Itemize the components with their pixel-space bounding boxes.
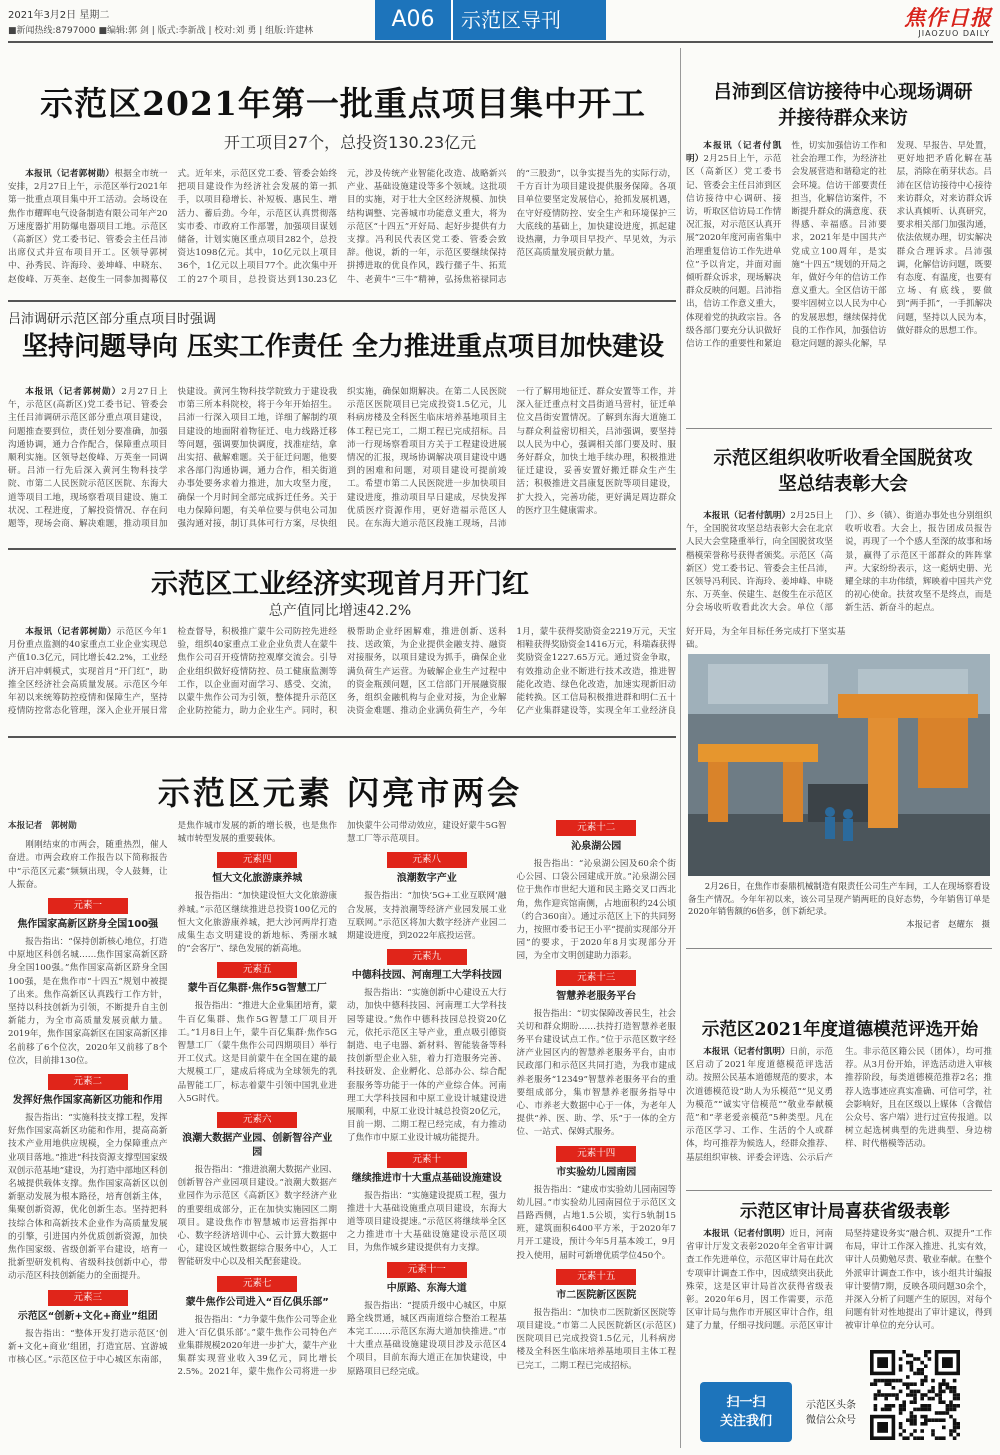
editorial-staff: ■编辑:郭 剑 | 版式:李新战 | 校对:刘 勇 | 组版:许建林 — [98, 26, 314, 36]
element-title: 发挥好焦作国家高新区功能和作用 — [12, 1095, 163, 1107]
element-tag: 元素七 — [217, 1276, 297, 1292]
b2-headline: 示范区组织收听收看全国脱贫攻坚总结表彰大会 — [713, 448, 973, 495]
element-text: 报告指出：“推进浪潮大数据产业园、创新智谷产业园项目建设。”浪潮大数据产业园作为示范区《高新区》数字经济产业的重要组成部分，正在加快实施园区二期项目。建设焦作市智慧城市运营指挥中心、数字经济培训中心、云计算大数据中心，建设区域性数据综合服务中心，人工智能研发中心以及相关配套建设。 — [177, 1165, 337, 1268]
a2-body — [8, 386, 676, 536]
qr-label-2: 微信公众号 — [806, 1415, 856, 1426]
element-title: 焦作国家高新区跻身全国100强 — [17, 919, 159, 931]
element-title: 浪潮大数据产业园、创新智谷产业园 — [182, 1133, 333, 1159]
b4-text: 近日，河南省审计厅发文表彰2020年全省审计调查工作先进单位，示范区审计局在此次专项审计调查工作中，因成绩突出获此殊荣，这是区审计局首次获得省级表彰。2020年6月，因工作需要，示范区审计局与焦作市开展区审计合作，组建了力量，仔细寻找问题。示范区审计局坚持建设务实“融合机、双提升”工作布局，审计工作深入推进、扎实有效，审计人员勤勉尽责、敬业奉献。在整个外派审计调查工作中，该小组共计编报审计要情7期，反映各项问题30余个，并深入分析了问题产生的原因，对每个问题有针对性地提出了审计建议，得到被审计单位的充分认可。 — [686, 1229, 992, 1332]
a2-byline: （记者郭树勋） — [54, 387, 122, 397]
section-title: 示范区导刊 — [451, 0, 606, 40]
photo-caption-text: 2月26日，在焦作市泰鼎机械制造有限责任公司生产车间，工人在现场察看设备生产情况。今年年初以来，该公司呈现产销两旺的良好态势，今年销售订单是2020年销售额的6倍多，创下新纪录。 — [688, 881, 990, 916]
element-text: 报告指出：“沁泉湖公园及60余个街心公园、口袋公园建成开放。”沁泉湖公园位于焦作市世纪大道和民主路交叉口西北角，焦作迎宾馆南侧，占地面积约24公顷（约合360亩）。通过示范区上下的共同努力，按照市委书记王小平“提前实现部分开园”的要求，于2020年8月实现部分开园，为全市文明创建助力添彩。 — [516, 859, 676, 962]
photo-rule — [686, 948, 992, 949]
b3-byline: （记者付凯明） — [729, 1047, 790, 1057]
a4-headline: 示范区元素 闪亮市两会 — [157, 774, 523, 812]
element-tag: 元素六 — [217, 1112, 297, 1128]
b3-text: 日前，示范区启动了2021年度道德模范评选活动。按照公民基本道德规范的要求，本次道德模范设“助人为乐模范”“见义勇为模范”“诚实守信模范”“敬业奉献模范”和“孝老爱亲模范”5种类型。凡在示范区学习、工作、生活的个人或群体，均可推荐为候选人，经群众推荐、基层组织审核、评委会评选、公示后产生。非示范区籍公民（团体），均可推荐。从3月份开始，评选活动进入审核推荐阶段，每类道德模范推荐2名；推荐人选事迹应真实准确、可信可学，社会影响好，且在区级以上媒体（含微信公众号、客户端）进行过宣传报道。以树立起选树典型的先进典型、身边榜样、时代楷模等活动。 — [686, 1047, 992, 1163]
element-title: 示范区“创新+文化+商业”组团 — [17, 1310, 158, 1322]
a3-headline: 示范区工业经济实现首月开门红 — [151, 569, 529, 600]
news-hotline: ■新闻热线:8797000 — [8, 26, 96, 36]
a2-rule — [8, 548, 676, 550]
element-tag: 元素九 — [387, 949, 467, 965]
b2-lead: 本报讯 — [703, 511, 730, 521]
a1-byline: （记者郭树勋） — [51, 169, 115, 179]
scan-slogan-2: 关注我们 — [719, 1414, 772, 1429]
qr-label-1: 示范区头条 — [806, 1400, 856, 1411]
element-text: 报告指出：“加快建设恒大文化旅游康养城。”示范区继续推进总投资100亿元的恒大文化旅游康养城，把大沙河两岸打造成集生态文明建设的新地标、秀丽水城的“会客厅”、绿色发展的新高地。 — [177, 891, 337, 955]
b2-body — [686, 510, 992, 658]
photo-credit: 本报记者 赵耀东 摄 — [906, 918, 990, 929]
qr-code-graphic — [870, 1350, 960, 1440]
a4-byline: 本报记者 郭树勋 — [8, 821, 77, 831]
newspaper-logo-en: JIAOZUO DAILY — [918, 29, 990, 38]
a3-body — [8, 626, 846, 724]
element-tag: 元素十一 — [387, 1262, 467, 1278]
element-title: 市实验幼儿园南园 — [556, 1166, 637, 1178]
a1-body — [8, 168, 676, 294]
a1-subtitle: 开工项目27个，总投资130.23亿元 — [223, 133, 477, 152]
b3-rule — [686, 1190, 992, 1191]
element-title: 沁泉湖公园 — [571, 841, 622, 852]
photo-caption — [688, 880, 990, 940]
b3-headline: 示范区2021年度道德模范评选开始 — [701, 1020, 979, 1040]
element-title: 浪潮数字产业 — [396, 873, 457, 885]
element-tag: 元素八 — [387, 852, 467, 868]
b3-body — [686, 1046, 992, 1184]
factory-photo-illustration — [688, 654, 990, 876]
b2-text: 2月25日上午，全国脱贫攻坚总结表彰大会在北京人民大会堂隆重举行，向全国脱贫攻坚楷模荣誉称号获得者颁奖。示范区（高新区）党工委书记、管委会主任吕沛，区领导冯利民、许海玲、姜坤峰、申晓东、万英奎、侯建生、赵俊生在示范区分会场收听收看此次大会。单位（部门）、乡（镇）、街道办事处也分别组织收听收看。大会上，报告团成员报告说，再现了一个个感人至深的故事和场景，赢得了示范区干部群众的阵阵掌声。大家纷纷表示，这一彪炳史册、光耀全球的丰功伟绩，辉映着中国共产党的初心使命。扶贫攻坚不是终点，而是新生活、新奋斗的起点。 — [686, 511, 992, 614]
a3-subtitle: 总产值同比增速42.2% — [268, 603, 412, 619]
a1-lead: 本报讯 — [25, 169, 52, 179]
element-text: 报告指出：“实施科技支撑工程，发挥好焦作国家高新区功能和作用，提高高新技术产业用地供应规模，全力保障重点产业项目落地。”推进“科技资源支撑型国家级双创示范基地”建设，为打造中部地区科创名城提供载体支撑。焦作国家高新区以创新驱动发展为根本路径，培育创新主体，集聚创新资源，优化创新生态。坚持把科技综合体和高新技术企业作为高质量发展的引擎，引进国内外优质创新资源，加快焦作国家级、省级创新平台建设，培育一批新型研发机构、省级科技创新中心，带动示范区科技创新能力的全面提升。 — [8, 1113, 168, 1282]
element-title: 市二医院新区医院 — [556, 1289, 637, 1301]
b1-lead: 本报讯 — [703, 141, 733, 151]
a2-text: 2月27日上午，示范区(高新区)党工委书记、管委会主任吕沛调研示范区部分重点项目建设，问题推查要到位，责任划分要准确，加强沟通协调，通力合作配合，保障重点项目顺利实施。区领导赵俊峰、万英奎一同调研。吕沛一行先后深入黄河生物科技学院、市第二人民医院示范区医院、东海大道等项目工地，现场察看项目建设、施工状况、工程进度，了解投资情况、存在问题等，现场会商、解决难题，推动项目加快建设。黄河生物科技学院致力于建设我市第三所本科院校，将于今年开始招生。吕沛一行深入项目工地，详细了解制约项目建设的地面附着物征迁、电力线路迁移等问题，强调要加快调度，找准症结，拿出实招、截解难题。关于征迁问题，他要求各部门沟通协调，通力合作，相关街道办事处要务求着力推进，加大攻坚力度，确保一个月时间全部完成拆迁任务。关于电力保障问题，有关单位要与供电公司加强沟通对接，制订具体可行方案，尽快组织实施，确保如期解决。在第二人民医院示范区医院项目已完成投资1.5亿元，儿科病房楼及全科医生临床培养基地项目主体工程已完工，二期工程已完成招标。吕沛一行现场察看项目方关于工程建设进展情况的汇报，现场协调解决项目建设中遇到的困难和问题，对项目建设可提前竣工。希望市第二人民医院进一步加快项目建设进度，推动项目早日建成，尽快发挥优质医疗资源作用，更好造福示范区人民。在东海大道示范区段施工现场，吕沛一行了解用地征迁、群众安置等工作，并深入征迁重点村文昌街道马营村，征迁单位文昌街安置情况。了解到东海大道施工与群众利益密切相关，吕沛强调，要坚持以人民为中心，强调相关部门要及时、服务好群众，加快土地手续办理，积极推进征迁建设，妥善安置好搬迁群众生产生活；积极推进文昌康复医院等项目建设，扩大投入，完善功能，更好满足周边群众的医疗卫生健康需求。 — [8, 387, 676, 530]
element-tag: 元素四 — [217, 852, 297, 868]
element-text: 报告指出：“推进大企业集团培育，蒙牛百亿集群、焦作5G智慧工厂项目开工。”1月8日上午，蒙牛百亿集群·焦作5G智慧工厂（蒙牛焦作公司四期项目）举行开工仪式。这是目前蒙牛在全国在建的最大规模工厂，建成后将成为全球领先的乳品智能工厂，标志着蒙牛引领中国乳业进入5G时代。 — [177, 1001, 337, 1104]
b1-rule — [686, 428, 992, 429]
masthead-rule — [8, 41, 993, 43]
element-tag: 元素十四 — [556, 1146, 636, 1162]
b1-text: 2月25日上午，示范区（高新区）党工委书记、管委会主任吕沛到区信访接待中心调研、接访，听取区信访局工作情况汇报，对示范区认真开展“2020年度河南省集中治理重复信访工作先进单位”予以肯定，并面对面倾听群众诉求，现场解决群众反映的问题。吕沛指出，信访工作意义重大，体现着党的执政宗旨。各级各部门要充分认识做好信访工作的重要性和紧迫性，切实加强信访工作和社会治理工作，为经济社会发展营造和谐稳定的社会环境。信访干部要责任担当，化解信访案件，不断提升群众的满意度、获得感、幸福感。吕沛要求，2021年是中国共产党成立100周年，是实施“十四五”规划的开局之年，做好今年的信访工作意义重大。全区信访干部要牢固树立以人民为中心的发展思想，继续保持优良的工作作风，加强信访稳定问题的源头化解，早发现、早报告、早处置，更好地把矛盾化解在基层，消除在萌芽状态。吕沛在区信访接待中心接待来访群众，对来访群众诉求认真倾听、认真研究，要求相关部门加强沟通，依法依规办理，切实解决群众合理诉求。吕沛强调，化解信访问题，既要有态度、有温度，也要有立场、有底线，要做到“两手抓”，一手抓解决问题，坚持以人民为本，做好群众的思想工作。 — [686, 141, 992, 350]
a3-rule — [8, 736, 676, 738]
qr-code-icon[interactable] — [870, 1350, 960, 1440]
b1-headline: 吕沛到区信访接待中心现场调研并接待群众来访 — [713, 82, 973, 129]
element-text: 报告指出：“建成市实验幼儿园南园等幼儿园。”市实验幼儿园南园位于示范区文昌路西侧，占地1.5公顷，实行5轨制15班，建筑面积6400平方米，于2020年7月开工建设，预计今年5月基本竣工，9月投入使用，届时可新增优质学位450个。 — [516, 1184, 676, 1261]
element-tag: 元素十五 — [556, 1269, 636, 1285]
element-text: 报告指出：“保持创新核心地位，打造中原地区科创名城……焦作国家高新区跻身全国100强。”焦作国家高新区跻身全国100强，是在焦作市“十四五”规划中被提了出来。焦作高新区认真践行工作方针，坚持以科技创新为引领，不断提升自主创新能力，为全市高质量发展贡献力量。2019年，焦作国家高新区在国家高新区排名前移了6个位次，2020年又前移了8个位次，目前排130位。 — [8, 937, 168, 1066]
staff-line — [8, 23, 368, 36]
element-text: 报告指出：“加快市二医院新区医院等项目建设。”市第二人民医院新区(示范区)医院项目已完成投资1.5亿元，儿科病房楼及全科医生临床培养基地项目主体工程已完工，二期工程已完成招标。 — [516, 1307, 676, 1371]
a2-lead: 本报讯 — [25, 387, 55, 397]
b2-byline: （记者付凯明） — [729, 511, 791, 521]
element-title: 恒大文化旅游康养城 — [212, 873, 303, 885]
element-tag: 元素三 — [48, 1290, 128, 1306]
element-text: 报告指出：“实施建设提质工程，强力推进十大基础设施重点项目建设，东海大道等项目建设提速。”示范区将继续举全区之力推进市十大基础设施建设示范区项目，为焦作城乡建设提供有力支撑。 — [347, 1190, 507, 1254]
element-tag: 元素一 — [48, 898, 128, 914]
a2-kicker: 吕沛调研示范区部分重点项目时强调 — [8, 312, 217, 327]
a1-headline: 示范区2021年第一批重点项目集中开工 — [40, 84, 646, 123]
a1-rule — [8, 300, 676, 302]
a3-text: 示范区今年1月份重点监测的40家重点工业企业实现总产值10.3亿元，同比增长42.2%，工业经济开启冲刺模式，实现首月“开门红”，助推全区经济社会高质量发展。示范区今年年初以来统筹防控疫情和保障生产，坚持疫情防控常态化管理，深入企业开展日常检查督导，积极推广蒙牛公司防控先进经验，组织40家重点工业企业负责人在蒙牛焦作公司召开疫情防控观摩交流会。引导企业组织做好疫情防控、员工健康监测等工作，以企业面对面学习、感受、交流，以蒙牛焦作公司为引领，整体提升示范区企业防控能力，助力企业生产。同时，积极帮助企业纾困解难，推进创新、送科技、送政策，为企业提供金融支持、融资对接服务，以项目建设为抓手，确保企业满负荷生产运营。为破解企业生产过程中的资金瓶颈问题，区工信部门开展融资服务，组织金融机构与企业对接，为企业解决资金难题、推动企业满负荷生产，今年1月，蒙牛获得奖励资金2219万元，天宝相鞋获得奖励资金1416万元，科瑞森获得奖励资金1227.65万元。通过资金争取，有效推动企业不断进行技术改造，推进智能化改造、绿色化改造，加速实现新旧动能转换。区工信局积极推进群和明仁五十亿产业集群建设等，实现全年工业经济良好开局，为全年目标任务完成打下坚实基础。 — [8, 627, 846, 717]
b1-byline: （记者付凯明） — [686, 141, 782, 165]
qr-label — [796, 1398, 866, 1428]
element-text: 报告指出：“加快‘5G+工业互联网’融合发展，支持浪潮等经济产业园发展工业互联网。”示范区将加大数字经济产业园二期建设进度，到2022年底投运营。 — [347, 891, 507, 942]
element-text: 报告指出：“切实保障改善民生，社会关切和群众期盼……扶持打造智慧养老服务平台建设试点工作。”位于示范区数字经济产业园区内的智慧养老服务平台，由市民政部门和示范区共同打造，为我市建成养老服务“12349”智慧养老服务平台的重要组成部分，集市智慧养老服务指导中心、市养老大数据中心于一体，为老年人提供“养、医、助、学、乐”于一体的全方位、一站式、保姆式服务。 — [516, 1008, 676, 1138]
element-title: 智慧养老服务平台 — [556, 990, 637, 1002]
element-tag: 元素十二 — [556, 820, 636, 836]
a4-body — [8, 820, 676, 1448]
element-title: 中德科技园、河南理工大学科技园 — [351, 970, 502, 982]
a3-lead: 本报讯 — [25, 627, 53, 637]
a4-intro: 刚刚结束的市两会，随重热烈，催人奋进。市两会政府工作报告以下简称报告中“示范区元素”频频出现，令人鼓舞，让人振奋。 — [8, 840, 168, 890]
element-text: 报告指出：“力争蒙牛焦作公司等企业进入‘百亿俱乐部’。”蒙牛焦作公司特色产业集群规模2020年进一步扩大，蒙牛产业集群实现营业收入39亿元，同比增长2.5%。2021年，蒙牛焦作公司将进一步加快蒙牛公司带动效应，建设好蒙牛5G智慧工厂等示范项目。 — [177, 821, 507, 1378]
element-tag: 元素二 — [48, 1074, 128, 1090]
element-title: 蒙牛焦作公司进入“百亿俱乐部” — [185, 1296, 329, 1308]
element-tag: 元素十三 — [556, 970, 636, 986]
issue-date: 2021年3月2日 星期二 — [8, 10, 110, 21]
element-text: 报告指出：“提质升级中心城区，中原路全线贯通，城区西南道综合整治工程基本完工……示范区东海大道加快推进。”市十大重点基础设施建设项目涉及示范区4个项目，目前东海大道正在加快建设，中原路项目已经完成。 — [347, 1300, 507, 1377]
b4-headline: 示范区审计局喜获省级表彰 — [740, 1202, 950, 1222]
element-tag: 元素十 — [387, 1152, 467, 1168]
scan-banner — [700, 1382, 792, 1442]
element-title: 继续推进市十大重点基础设施建设 — [351, 1172, 502, 1184]
element-title: 蒙牛百亿集群·焦作5G智慧工厂 — [187, 983, 327, 995]
factory-photo — [688, 654, 990, 876]
b4-byline: （记者付凯明） — [729, 1229, 790, 1239]
a3-byline: （记者郭树勋） — [52, 627, 117, 637]
b1-body — [686, 140, 992, 420]
newspaper-logo: 焦作日报 — [904, 5, 992, 30]
page-number: A06 — [375, 0, 451, 40]
element-tag: 元素五 — [217, 962, 297, 978]
scan-slogan-1: 扫一扫 — [726, 1395, 766, 1410]
b4-lead: 本报讯 — [703, 1229, 730, 1239]
a2-headline: 坚持问题导向 压实工作责任 全力推进重点项目加快建设 — [21, 332, 665, 362]
column-divider — [680, 48, 681, 1448]
a1-text: 根据全市统一安排，2月27日上午，示范区举行2021年第一批重点项目集中开工活动。会场设在焦作市耀晖电气设备制造有限公司年产20万速度器扩用防爆电器项目工地。示范区（高新区）党工委书记、管委会主任吕沛出席仪式并宣布项目开工。区领导郭树中、孙秀民、许海玲、姜坤峰、申晓东、赵俊峰、万英奎、赵俊生一同参加揭幕仪式。近年来，示范区党工委、管委会始终把项目建设作为经济社会发展的第一抓手，以项目稳增长、补短板、惠民生、增活力、蓄后劲。今年，示范区认真贯彻落实市委、市政府工作部署，加强项目谋划储备，计划实施区重点项目282个，总投资达1098亿元。其中，10亿元以上项目36个，1亿元以上项目77个。此次集中开工的27个项目，总投资达到130.23亿元，涉及传统产业智能化改造、战略新兴产业、基础设施建设等多个领域。这批项目的实施，对于壮大全区经济规模、加快结构调整、完善城市功能意义重大，将为示范区“十四五”开好局、起好步提供有力支撑。冯利民代表区党工委、管委会致辞。他说，新的一年，示范区要继续保持拼搏进取的优良作风，践行孺子牛、拓荒牛、老黄牛“三牛”精神，弘扬焦裕禄同志的“三股劲”，以争实提当先的实际行动，千方百计为项目建设提供服务保障。各项目单位要坚定发展信心，抢抓发展机遇，在守好疫情防控、安全生产和环境保护三大底线的基础上，加快建设进度，抓起建设热潮，力争项目早投产、早见效，为示范区高质量发展贡献力量。 — [8, 169, 676, 285]
b3-lead: 本报讯 — [703, 1047, 730, 1057]
element-text: 报告指出：“整体开发打造示范区‘创新+文化+商业’组团，打造宜居、宜游城市核心区。”示范区位于中心城区东南部，是焦作城市发展的新的增长极，也是焦作城市转型发展的重要载体。 — [8, 821, 337, 1366]
element-title: 中原路、东海大道 — [386, 1282, 467, 1294]
element-text: 报告指出：“实施创新中心建设五大行动，加快中德科技园、河南理工大学科技园等建设。”焦作中德科技园总投资20亿元，依托示范区主导产业，重点吸引德资制造、电子电器、新材料、智能装备等科技创新型企业入驻，着力打造服务完善、科技研发、企业孵化、总部办公、综合配套服务等功能于一体的产业综合体。河南理工大学科技园和中原工业设计城建设进展顺利，中原工业设计城总投资20亿元，目前一期、二期工程已经完成，有力推动了焦作市中原工业设计城功能提升。 — [347, 988, 507, 1144]
